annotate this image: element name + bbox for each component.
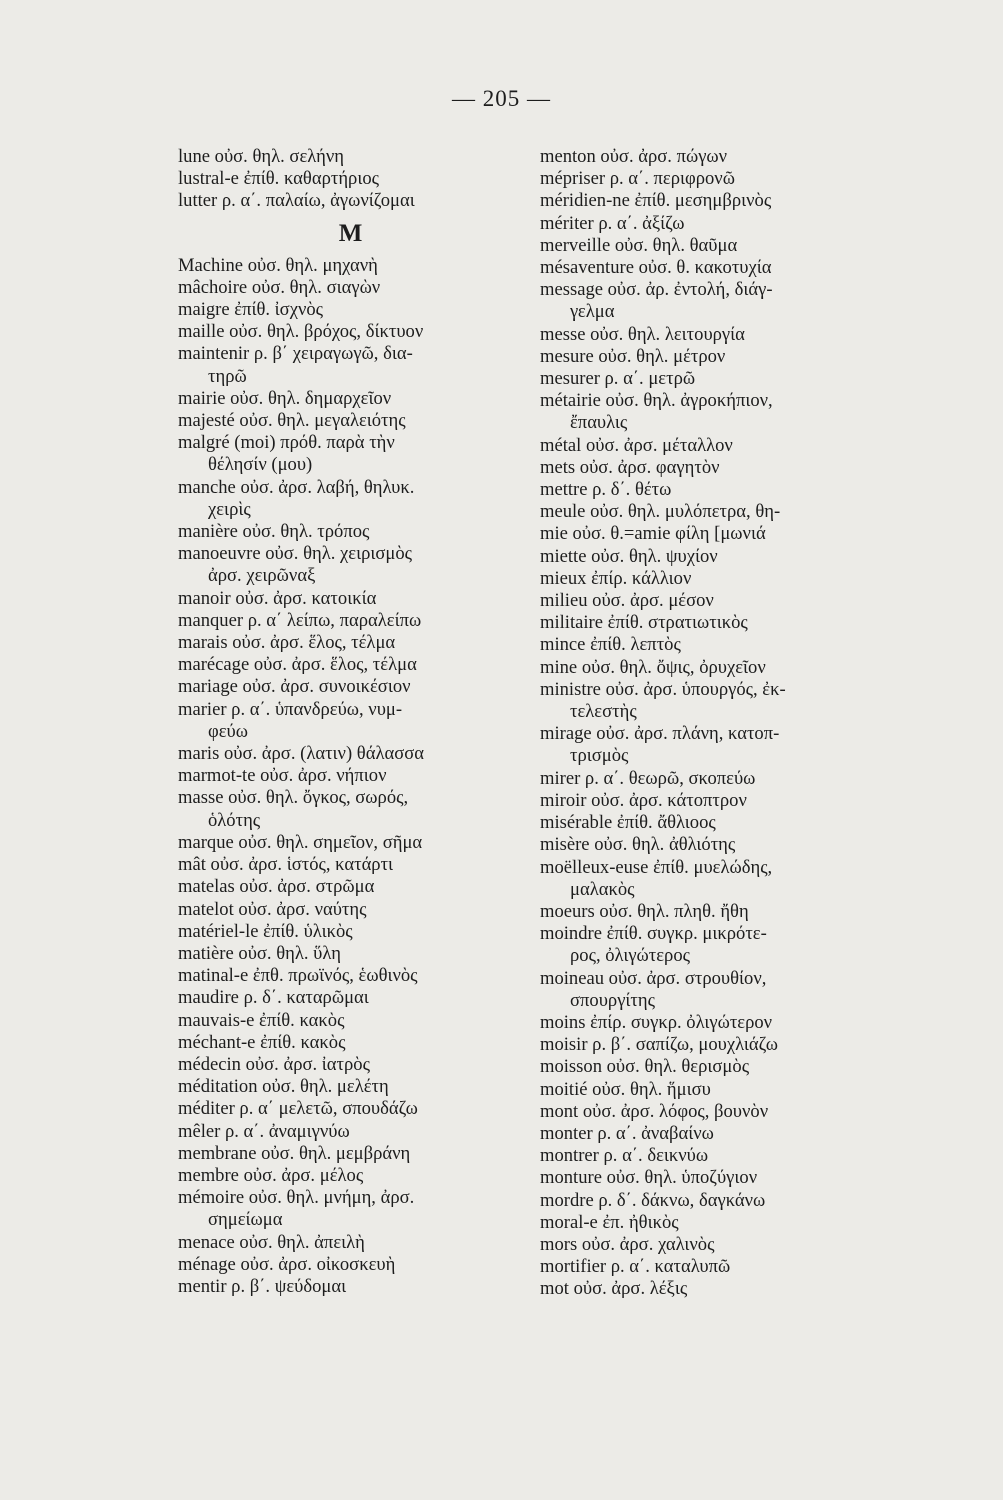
dictionary-entry <box>178 410 523 432</box>
dictionary-entry <box>540 1212 900 1234</box>
entry-text: méditer ρ. α΄ μελετῶ, σπουδάζω <box>178 1098 418 1120</box>
entry-text: marais οὐσ. ἀρσ. ἕλος, τέλμα <box>178 632 396 654</box>
dictionary-entry <box>178 676 523 698</box>
dictionary-entry <box>540 1123 900 1145</box>
entry-text: mâchoire οὐσ. θηλ. σιαγὼν <box>178 276 381 298</box>
entry-text: marier ρ. α΄. ὑπανδρεύω, νυμ- <box>178 698 403 720</box>
dictionary-entry <box>178 168 523 190</box>
dictionary-entry <box>178 277 523 299</box>
dictionary-entry <box>178 477 523 521</box>
dictionary-entry <box>540 1167 900 1189</box>
dictionary-entry <box>178 1254 523 1276</box>
entry-text: Machine οὐσ. θηλ. μηχανὴ <box>178 254 378 276</box>
dictionary-entry <box>178 343 523 387</box>
dictionary-entry <box>540 324 900 346</box>
entry-text: mordre ρ. δ΄. δάκνω, δαγκάνω <box>540 1189 766 1211</box>
dictionary-entry <box>540 790 900 812</box>
dictionary-entry <box>178 899 523 921</box>
entry-text: mince ἐπίθ. λεπτὸς <box>540 634 681 656</box>
entry-text: lune οὐσ. θηλ. σελήνη <box>178 146 344 167</box>
entry-text: mortifier ρ. α΄. καταλυπῶ <box>540 1256 731 1278</box>
entry-text: mettre ρ. δ΄. θέτω <box>540 479 672 501</box>
entry-text: membre οὐσ. ἀρσ. μέλος <box>178 1164 364 1186</box>
dictionary-entry <box>540 1190 900 1212</box>
dictionary-entry <box>540 1234 900 1256</box>
dictionary-entry <box>178 1054 523 1076</box>
entry-text: maintenir ρ. β΄ χειραγωγῶ, δια- <box>178 343 413 365</box>
entry-text: mairie οὐσ. θηλ. δημαρχεῖον <box>178 387 392 409</box>
entry-text: manoir οὐσ. ἀρσ. κατοικία <box>178 587 377 609</box>
entry-text: mât οὐσ. ἀρσ. ἱστός, κατάρτι <box>178 854 394 876</box>
entry-text: malgré (moi) πρόθ. παρὰ τὴν <box>178 432 395 454</box>
dictionary-entry <box>540 457 900 479</box>
entry-text: ministre οὐσ. ἀρσ. ὑπουργός, ἐκ- <box>540 678 786 700</box>
dictionary-entry <box>540 612 900 634</box>
dictionary-entry <box>178 1276 523 1298</box>
dictionary-entry <box>540 834 900 856</box>
dictionary-entry <box>178 1165 523 1187</box>
dictionary-entry <box>540 1012 900 1034</box>
entry-text: méditation οὐσ. θηλ. μελέτη <box>178 1076 389 1098</box>
entry-text: matière οὐσ. θηλ. ὕλη <box>178 942 341 964</box>
entry-text: mine οὐσ. θηλ. ὄψις, ὀρυχεῖον <box>540 656 766 678</box>
entry-text: lustral-e ἐπίθ. καθαρτήριος <box>178 168 379 190</box>
entry-text: marécage οὐσ. ἀρσ. ἕλος, τέλμα <box>178 654 417 676</box>
dictionary-entry <box>540 146 900 168</box>
entry-text: moisson οὐσ. θηλ. θερισμὸς <box>540 1056 750 1078</box>
dictionary-entry <box>178 1076 523 1098</box>
entry-text: médecin οὐσ. ἀρσ. ἰατρὸς <box>178 1053 370 1075</box>
entry-text: moeurs οὐσ. θηλ. πληθ. ἤθη <box>540 900 749 922</box>
dictionary-entry <box>540 368 900 390</box>
dictionary-entry <box>178 1187 523 1231</box>
entry-text: mont οὐσ. ἀρσ. λόφος, βουνὸν <box>540 1100 769 1122</box>
dictionary-entry <box>178 876 523 898</box>
entry-text: menton οὐσ. ἀρσ. πώγων <box>540 146 728 167</box>
entry-text: meule οὐσ. θηλ. μυλόπετρα, θη- <box>540 501 781 523</box>
dictionary-entry <box>540 435 900 457</box>
dictionary-entry <box>178 1010 523 1032</box>
entry-continuation: σημείωμα <box>208 1209 283 1231</box>
dictionary-entry <box>178 190 523 212</box>
dictionary-entry <box>540 1101 900 1123</box>
dictionary-entry <box>540 1256 900 1278</box>
page-number: — 205 — <box>452 86 551 111</box>
entry-text: matelot οὐσ. ἀρσ. ναύτης <box>178 898 367 920</box>
dictionary-entry <box>540 679 900 723</box>
entry-text: milieu οὐσ. ἀρσ. μέσον <box>540 590 714 612</box>
entry-continuation: θέλησίν (μου) <box>208 454 313 476</box>
dictionary-entry <box>178 787 523 831</box>
dictionary-entry <box>540 768 900 790</box>
entry-text: matelas οὐσ. ἀρσ. στρῶμα <box>178 876 375 898</box>
entry-continuation: χειρὶς <box>208 498 251 520</box>
entry-text: moral-e ἐπ. ἠθικὸς <box>540 1211 679 1233</box>
dictionary-entry <box>540 279 900 323</box>
dictionary-entry <box>178 1032 523 1054</box>
entry-text: maigre ἐπίθ. ἰσχνὸς <box>178 299 324 321</box>
entry-text: marque οὐσ. θηλ. σημεῖον, σῆμα <box>178 831 423 853</box>
dictionary-entry <box>540 1278 900 1300</box>
entry-continuation: γελμα <box>570 301 615 323</box>
right-column <box>540 146 900 1301</box>
dictionary-entry <box>178 921 523 943</box>
dictionary-entry <box>540 213 900 235</box>
entry-text: miette οὐσ. θηλ. ψυχίον <box>540 545 718 567</box>
dictionary-entry <box>178 146 523 168</box>
entry-text: moisir ρ. β΄. σαπίζω, μουχλιάζω <box>540 1034 778 1056</box>
dictionary-entry <box>540 1056 900 1078</box>
dictionary-entry <box>178 1098 523 1120</box>
entry-text: mériter ρ. α΄. ἀξίζω <box>540 212 685 234</box>
dictionary-entry <box>178 743 523 765</box>
entry-text: métal οὐσ. ἀρσ. μέταλλον <box>540 434 733 456</box>
entry-continuation: τηρῶ <box>208 365 247 387</box>
entry-text: moineau οὐσ. ἀρσ. στρουθίον, <box>540 967 767 989</box>
dictionary-entry <box>178 699 523 743</box>
dictionary-entry <box>540 257 900 279</box>
entry-text: moins ἐπίρ. συγκρ. ὀλιγώτερον <box>540 1011 773 1033</box>
dictionary-entry <box>540 190 900 212</box>
dictionary-entry <box>540 568 900 590</box>
dictionary-entry <box>540 168 900 190</box>
entry-text: maris οὐσ. ἀρσ. (λατιν) θάλασσα <box>178 743 424 765</box>
entry-continuation: τρισμὸς <box>570 745 629 767</box>
entry-text: méridien-ne ἐπίθ. μεσημβρινὸς <box>540 190 772 212</box>
dictionary-entry <box>540 235 900 257</box>
dictionary-entry <box>178 1121 523 1143</box>
entry-text: mieux ἐπίρ. κάλλιον <box>540 567 692 589</box>
entry-text: maille οὐσ. θηλ. βρόχος, δίκτυον <box>178 321 424 343</box>
section-letter: M <box>338 219 363 247</box>
dictionary-entry <box>540 390 900 434</box>
entry-text: mariage οὐσ. ἀρσ. συνοικέσιον <box>178 676 411 698</box>
dictionary-entry <box>178 432 523 476</box>
entry-text: manière οὐσ. θηλ. τρόπος <box>178 521 370 543</box>
entry-continuation: ἀρσ. χειρῶναξ <box>208 565 316 587</box>
dictionary-entry <box>178 255 523 277</box>
entry-text: mentir ρ. β΄. ψεύδομαι <box>178 1275 347 1297</box>
entry-text: message οὐσ. ἀρ. ἐντολή, διάγ- <box>540 279 773 301</box>
entry-continuation: σπουργίτης <box>570 989 655 1011</box>
dictionary-entry <box>540 1034 900 1056</box>
entry-text: mêler ρ. α΄. ἀναμιγνύω <box>178 1120 350 1142</box>
entry-text: monture οὐσ. θηλ. ὑποζύγιον <box>540 1167 758 1189</box>
entry-text: méchant-e ἐπίθ. κακὸς <box>178 1031 346 1053</box>
dictionary-entry <box>178 632 523 654</box>
entry-text: manoeuvre οὐσ. θηλ. χειρισμὸς <box>178 543 413 565</box>
entry-text: montrer ρ. α΄. δεικνύω <box>540 1145 709 1167</box>
entry-text: monter ρ. α΄. ἀναβαίνω <box>540 1122 714 1144</box>
entry-text: mesurer ρ. α΄. μετρῶ <box>540 368 696 390</box>
dictionary-entry <box>540 590 900 612</box>
dictionary-entry <box>178 388 523 410</box>
dictionary-entry <box>540 923 900 967</box>
entry-text: mot οὐσ. ἀρσ. λέξις <box>540 1278 688 1300</box>
dictionary-entry <box>178 943 523 965</box>
dictionary-entry <box>540 1079 900 1101</box>
entry-text: messe οὐσ. θηλ. λειτουργία <box>540 323 745 345</box>
entry-text: mirer ρ. α΄. θεωρῶ, σκοπεύω <box>540 767 756 789</box>
dictionary-entry <box>540 346 900 368</box>
dictionary-entry <box>540 901 900 923</box>
dictionary-entry <box>178 521 523 543</box>
dictionary-entry <box>178 1143 523 1165</box>
entry-text: manche οὐσ. ἀρσ. λαβή, θηλυκ. <box>178 476 415 498</box>
dictionary-entry <box>178 299 523 321</box>
entry-text: mauvais-e ἐπίθ. κακὸς <box>178 1009 345 1031</box>
entry-text: moindre ἐπίθ. συγκρ. μικρότε- <box>540 923 767 945</box>
entry-continuation: ὁλότης <box>208 809 261 831</box>
dictionary-entry <box>540 857 900 901</box>
dictionary-entry <box>540 479 900 501</box>
entry-text: mesure οὐσ. θηλ. μέτρον <box>540 345 726 367</box>
dictionary-entry <box>178 832 523 854</box>
entry-text: mirage οὐσ. ἀρσ. πλάνη, κατοπ- <box>540 723 780 745</box>
entry-text: membrane οὐσ. θηλ. μεμβράνη <box>178 1142 411 1164</box>
dictionary-entry <box>178 654 523 676</box>
entry-text: ménage οὐσ. ἀρσ. οἰκοσκευὴ <box>178 1253 396 1275</box>
entry-continuation: ἔπαυλις <box>570 412 628 434</box>
dictionary-entry <box>178 965 523 987</box>
entry-text: moëlleux-euse ἐπίθ. μυελώδης, <box>540 856 773 878</box>
dictionary-entry <box>178 854 523 876</box>
entry-text: mors οὐσ. ἀρσ. χαλινὸς <box>540 1233 715 1255</box>
entry-text: menace οὐσ. θηλ. ἀπειλὴ <box>178 1231 365 1253</box>
dictionary-entry <box>540 523 900 545</box>
dictionary-entry <box>178 1232 523 1254</box>
entry-continuation: φεύω <box>208 720 248 742</box>
dictionary-entry <box>178 765 523 787</box>
entry-text: masse οὐσ. θηλ. ὄγκος, σωρός, <box>178 787 409 809</box>
entry-text: mésaventure οὐσ. θ. κακοτυχία <box>540 257 772 279</box>
entry-text: majesté οὐσ. θηλ. μεγαλειότης <box>178 410 406 432</box>
entry-continuation: μαλακὸς <box>570 878 635 900</box>
entry-text: miroir οὐσ. ἀρσ. κάτοπτρον <box>540 789 747 811</box>
entry-text: mets οὐσ. ἀρσ. φαγητὸν <box>540 456 720 478</box>
dictionary-entry <box>540 1145 900 1167</box>
entry-text: mie οὐσ. θ.=amie φίλη [μωνιά <box>540 523 766 545</box>
dictionary-entry <box>178 987 523 1009</box>
entry-continuation: τελεστὴς <box>570 701 637 723</box>
entry-text: misérable ἐπίθ. ἄθλιοος <box>540 812 716 834</box>
dictionary-entry <box>540 634 900 656</box>
dictionary-entry <box>178 543 523 587</box>
entry-text: marmot-te οὐσ. ἀρσ. νήπιον <box>178 765 387 787</box>
entry-text: moitié οὐσ. θηλ. ἥμισυ <box>540 1078 711 1100</box>
entry-text: manquer ρ. α΄ λείπω, παραλείπω <box>178 609 422 631</box>
entry-text: merveille οὐσ. θηλ. θαῦμα <box>540 234 738 256</box>
dictionary-entry <box>540 812 900 834</box>
left-column <box>178 146 523 1298</box>
entry-text: mépriser ρ. α΄. περιφρονῶ <box>540 168 735 190</box>
dictionary-entry <box>540 723 900 767</box>
entry-continuation: ρος, ὀλιγώτερος <box>570 945 690 967</box>
dictionary-entry <box>540 657 900 679</box>
dictionary-entry <box>540 546 900 568</box>
dictionary-entry <box>540 968 900 1012</box>
entry-text: matériel-le ἐπίθ. ὑλικὸς <box>178 920 353 942</box>
entry-text: métairie οὐσ. θηλ. ἀγροκήπιον, <box>540 390 773 412</box>
dictionary-entry <box>178 588 523 610</box>
entry-text: militaire ἐπίθ. στρατιωτικὸς <box>540 612 748 634</box>
dictionary-entry <box>178 321 523 343</box>
dictionary-entry <box>540 501 900 523</box>
entry-text: lutter ρ. α΄. παλαίω, ἀγωνίζομαι <box>178 190 415 212</box>
entry-text: matinal-e ἐπθ. πρωϊνός, ἑωθινὸς <box>178 965 418 987</box>
dictionary-entry <box>178 610 523 632</box>
entry-text: maudire ρ. δ΄. καταρῶμαι <box>178 987 369 1009</box>
entry-text: mémoire οὐσ. θηλ. μνήμη, ἀρσ. <box>178 1187 415 1209</box>
entry-text: misère οὐσ. θηλ. ἀθλιότης <box>540 834 736 856</box>
